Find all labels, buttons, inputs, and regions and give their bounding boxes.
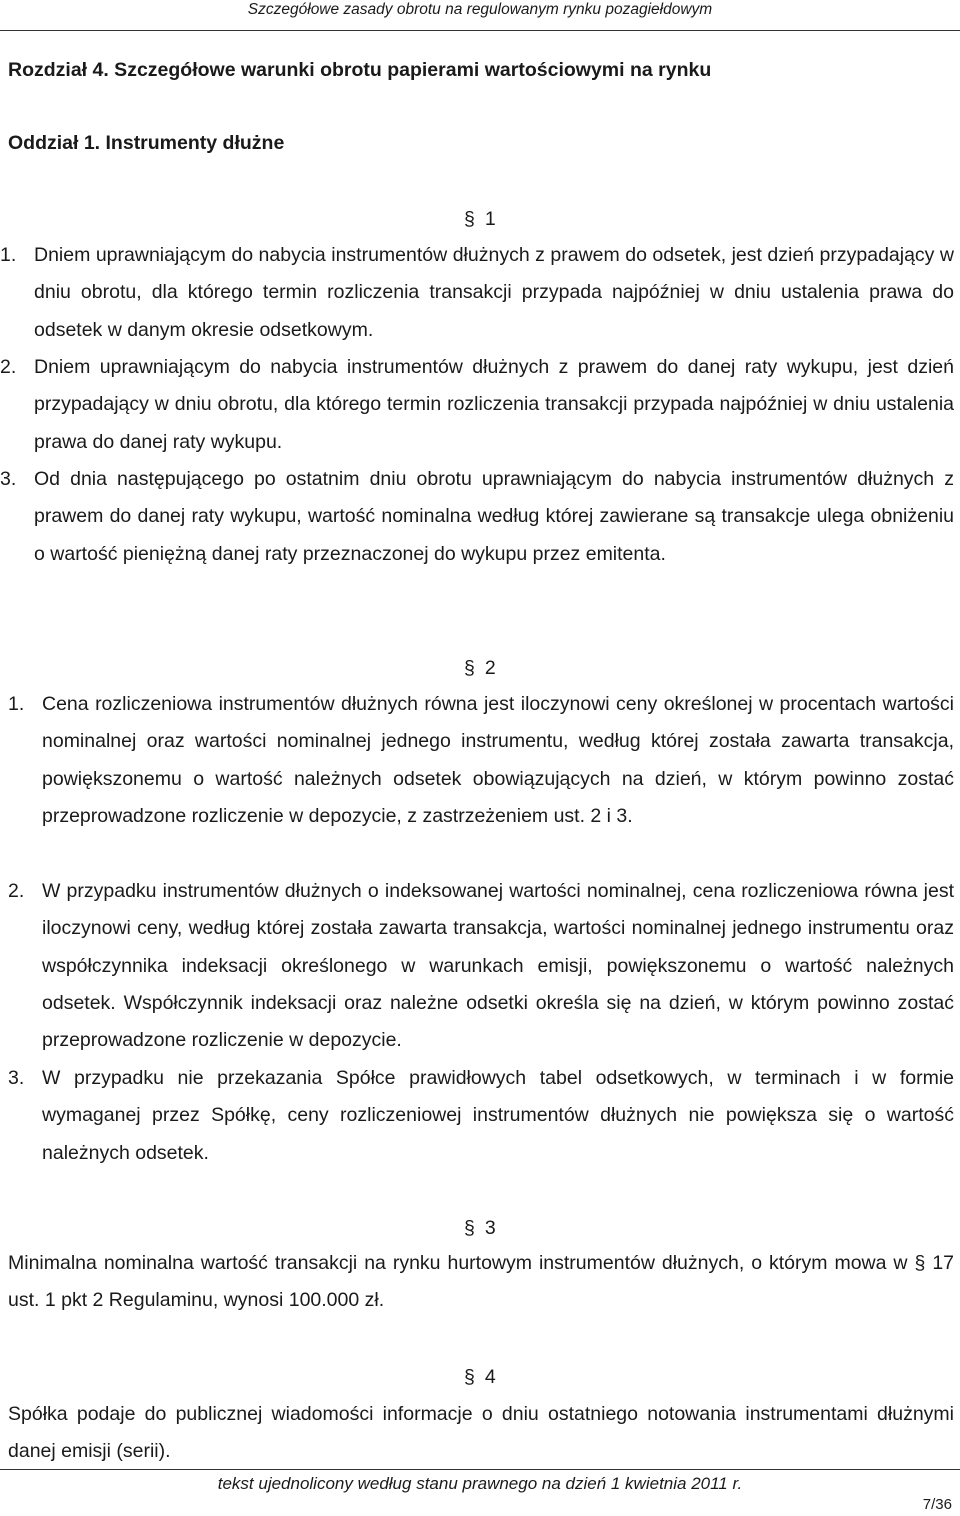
item-number: 3.	[8, 1067, 25, 1089]
inline-section-symbol: §	[914, 1252, 926, 1274]
footer-divider	[0, 1469, 960, 1470]
section-1-item-2	[0, 349, 954, 461]
section-number: 2	[484, 657, 496, 679]
section-symbol: §	[464, 657, 475, 679]
section-3-heading	[464, 1216, 496, 1240]
section-number: 3	[484, 1217, 496, 1239]
section-number: 4	[484, 1366, 496, 1388]
item-text: Dniem uprawniającym do nabycia instrumentów dłużnych z prawem do danej raty wykupu, jest dzień przypadający w dniu obrotu, dla którego termin rozliczenia transakcji przypada najpóźniej w dniu ustalenia prawa do danej raty wykupu.	[34, 356, 954, 453]
section-2-item-1	[8, 686, 954, 835]
section-3-text	[8, 1245, 954, 1320]
section-2-item-3	[8, 1060, 954, 1172]
item-number: 2.	[0, 356, 17, 378]
item-number: 2.	[8, 880, 25, 902]
item-text: Cena rozliczeniowa instrumentów dłużnych równa jest iloczynowi ceny określonej w procentach wartości nominalnej oraz wartości nominalnej jednego instrumentu, według której została zawarta transakcja, powiększonemu o wartość należnych odsetek obowiązujących na dzień, w którym powinno zostać przeprowadzone rozliczenie w depozycie, z zastrzeżeniem ust. 2 i 3.	[42, 693, 954, 827]
division-heading: Oddział 1. Instrumenty dłużne	[8, 132, 285, 154]
item-text: W przypadku instrumentów dłużnych o indeksowanej wartości nominalnej, cena rozliczeniowa równa jest iloczynowi ceny, według której została zawarta transakcja, wartości nominalnej jednego instrumentu oraz współczynnika indeksacji określonego w warunkach emisji, powiększonemu o wartość należnych odsetek. Współczynnik indeksacji oraz należne odsetki określa się na dzień, w którym powinno zostać przeprowadzone rozliczenie w depozycie.	[42, 880, 954, 1052]
item-number: 1.	[0, 244, 17, 266]
item-number: 3.	[0, 468, 17, 490]
page-number: 7/36	[922, 1496, 952, 1513]
running-footer: tekst ujednolicony według stanu prawnego na dzień 1 kwietnia 2011 r.	[217, 1474, 743, 1493]
section-1-item-3	[0, 461, 954, 573]
section-3-text-after: 17 ust. 1 pkt 2 Regulaminu, wynosi 100.000 zł.	[8, 1252, 955, 1312]
item-number: 1.	[8, 693, 25, 715]
section-1-item-1	[0, 237, 954, 349]
item-text: W przypadku nie przekazania Spółce prawidłowych tabel odsetkowych, w terminach i w formie wymaganej przez Spółkę, ceny rozliczeniowej instrumentów dłużnych nie powiększa się o wartość należnych odsetek.	[42, 1067, 954, 1164]
item-text: Od dnia następującego po ostatnim dniu obrotu uprawniającym do nabycia instrumentów dłużnych z prawem do danej raty wykupu, wartość nominalna według której zawierane są transakcje ulega obniżeniu o wartość pieniężną danej raty przeznaczonej do wykupu przez emitenta.	[34, 468, 954, 565]
section-symbol: §	[464, 1366, 475, 1388]
section-number: 1	[484, 208, 496, 230]
section-symbol: §	[464, 1217, 475, 1239]
section-2-heading	[464, 656, 496, 680]
section-4-heading	[464, 1365, 496, 1389]
running-header-title: Szczegółowe zasady obrotu na regulowanym rynku pozagiełdowym	[247, 1, 713, 18]
header-divider	[0, 30, 960, 31]
section-2-item-2	[8, 873, 954, 1059]
section-symbol: §	[464, 208, 475, 230]
running-header	[0, 0, 960, 30]
item-text: Dniem uprawniającym do nabycia instrumentów dłużnych z prawem do odsetek, jest dzień przypadający w dniu obrotu, dla którego termin rozliczenia transakcji przypada najpóźniej w dniu ustalenia prawa do odsetek w danym okresie odsetkowym.	[34, 244, 954, 341]
chapter-heading: Rozdział 4. Szczegółowe warunki obrotu papierami wartościowymi na rynku	[8, 59, 712, 81]
section-3-text-before: Minimalna nominalna wartość transakcji na rynku hurtowym instrumentów dłużnych, o którym mowa w	[8, 1252, 908, 1274]
section-4-text	[8, 1396, 954, 1471]
section-4-body: Spółka podaje do publicznej wiadomości informacje o dniu ostatniego notowania instrumentami dłużnymi danej emisji (serii).	[8, 1403, 954, 1463]
section-1-heading	[464, 207, 496, 231]
